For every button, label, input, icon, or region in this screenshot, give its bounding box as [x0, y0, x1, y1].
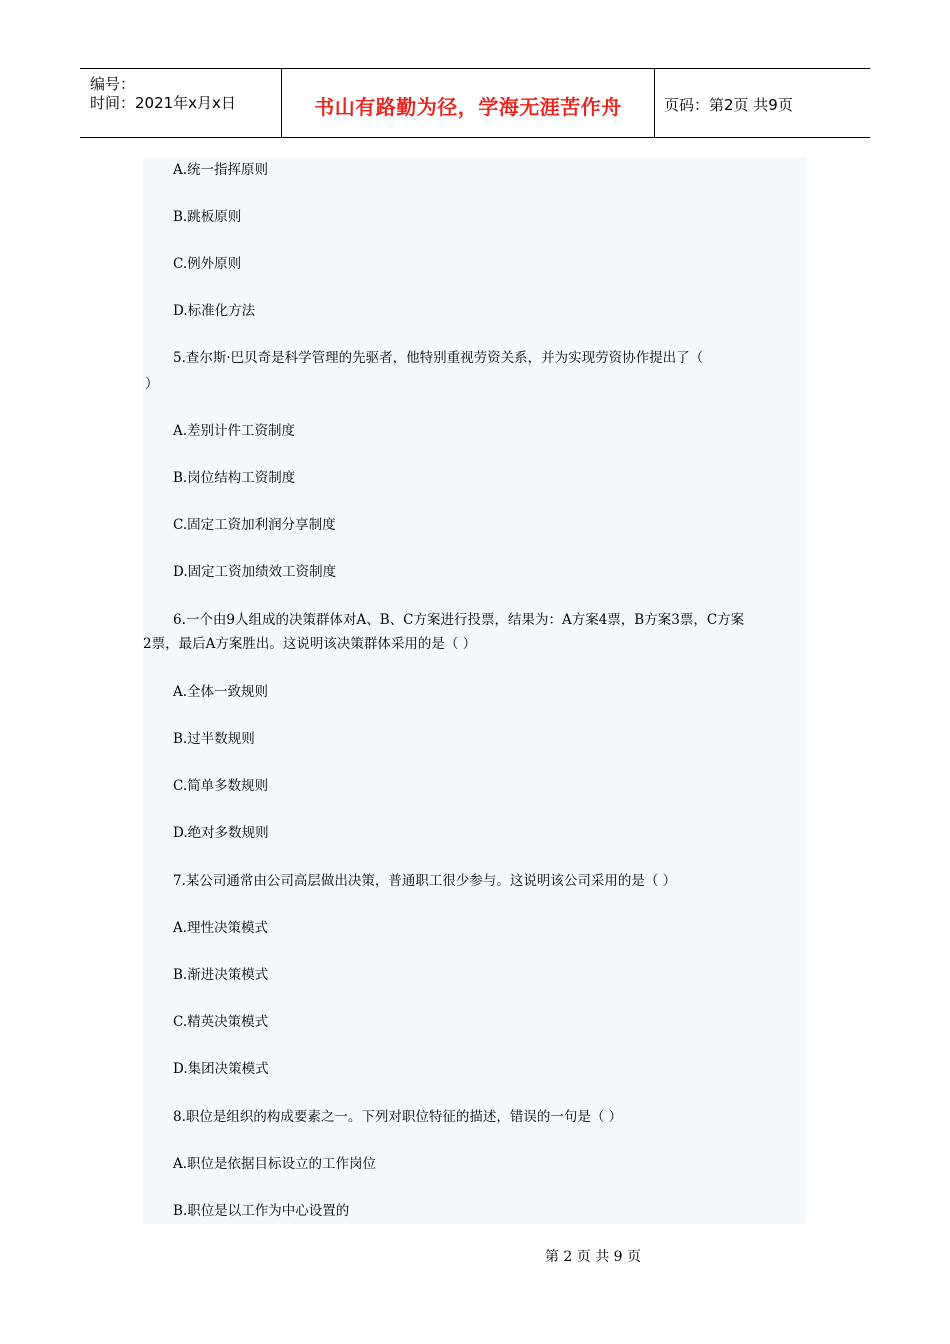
time-label: 时间：2021年x月x日 — [90, 94, 236, 112]
option-line: C.固定工资加利润分享制度 — [173, 517, 336, 533]
option-line: D.绝对多数规则 — [173, 825, 269, 841]
option-line: B.过半数规则 — [173, 731, 255, 747]
option-line: B.岗位结构工资制度 — [173, 470, 296, 486]
option-line: B.渐进决策模式 — [173, 967, 269, 983]
question-line: 2票，最后A方案胜出。这说明该决策群体采用的是（ ） — [143, 636, 477, 652]
option-line: A.职位是依据目标设立的工作岗位 — [173, 1156, 377, 1172]
option-line: C.简单多数规则 — [173, 778, 269, 794]
header-info-cell — [80, 69, 282, 137]
page-header — [80, 68, 870, 138]
option-line: A.全体一致规则 — [173, 684, 269, 700]
question-line: 8.职位是组织的构成要素之一。下列对职位特征的描述，错误的一句是（ ） — [173, 1109, 623, 1125]
option-line: C.例外原则 — [173, 256, 242, 272]
page-footer: 第 2 页 共 9 页 — [544, 1249, 642, 1265]
question-line: 6.一个由9人组成的决策群体对A、B、C方案进行投票，结果为：A方案4票，B方案3票，C方案 — [173, 612, 745, 628]
header-motto-cell — [282, 69, 655, 137]
question-line: 5.查尔斯·巴贝奇是科学管理的先驱者，他特别重视劳资关系，并为实现劳资协作提出了（ — [173, 350, 704, 366]
number-label: 编号： — [90, 75, 136, 93]
page-code: 页码：第2页 共9页 — [664, 96, 793, 114]
option-line: C.精英决策模式 — [173, 1014, 269, 1030]
option-line: A.统一指挥原则 — [173, 162, 269, 178]
question-line: ） — [145, 376, 159, 392]
option-line: A.差别计件工资制度 — [173, 423, 296, 439]
header-page-cell — [655, 69, 870, 137]
question-line: 7.某公司通常由公司高层做出决策，普通职工很少参与。这说明该公司采用的是（ ） — [173, 873, 677, 889]
question-content — [143, 157, 806, 1224]
option-line: A.理性决策模式 — [173, 920, 269, 936]
option-line: D.标准化方法 — [173, 303, 256, 319]
option-line: B.职位是以工作为中心设置的 — [173, 1203, 350, 1219]
option-line: D.集团决策模式 — [173, 1061, 269, 1077]
motto-text: 书山有路勤为径，学海无涯苦作舟 — [314, 95, 622, 119]
option-line: D.固定工资加绩效工资制度 — [173, 564, 337, 580]
option-line: B.跳板原则 — [173, 209, 242, 225]
